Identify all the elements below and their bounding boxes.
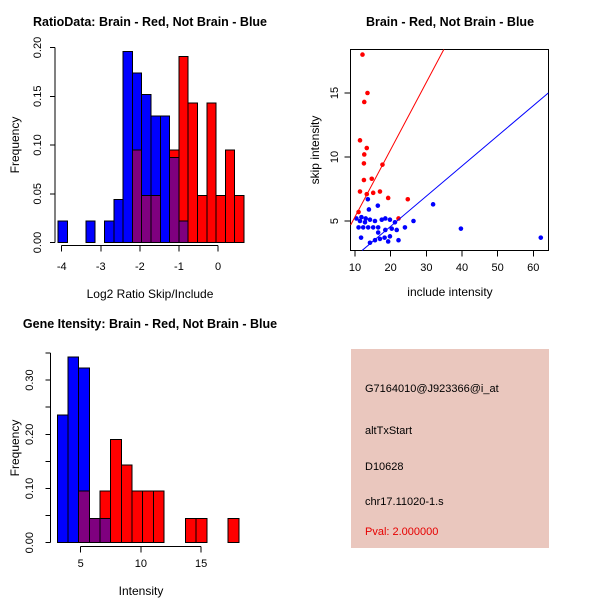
panel-gene-intensity-histogram (0, 300, 300, 600)
x-tick-label: -3 (95, 261, 106, 273)
y-tick-label: 0.30 (24, 369, 36, 391)
x-tick-label: 40 (455, 262, 469, 274)
y-tick-label: 0.15 (32, 85, 44, 107)
y-tick-label: 0.10 (32, 134, 44, 156)
x-tick-label: 30 (420, 262, 433, 274)
x-tick-label: -4 (56, 261, 67, 273)
y-tick-label: 10 (329, 150, 341, 164)
ratio-histogram-x-axis-label: Log2 Ratio Skip/Include (86, 287, 214, 301)
pval-text: Pval: 2.000000 (365, 526, 439, 538)
x-tick-label: -1 (174, 261, 184, 273)
x-tick-label: 60 (527, 262, 540, 274)
probe-id-text: G7164010@J923366@i_at (365, 383, 499, 395)
gene-histogram-y-axis-label: Frequency (8, 419, 22, 477)
y-tick-label: 0.20 (32, 36, 44, 59)
y-tick-label: 0.00 (24, 531, 36, 554)
panel-intensity-scatter (300, 0, 600, 300)
x-tick-label: 10 (348, 262, 362, 274)
splice-event-type-text: altTxStart (365, 425, 413, 437)
x-tick-label: 50 (491, 262, 504, 274)
y-tick-label: 0.20 (24, 423, 36, 446)
accession-text: D10628 (365, 461, 404, 473)
y-tick-label: 5 (329, 217, 341, 225)
x-tick-label: 5 (77, 558, 84, 570)
y-tick-label: 0.00 (32, 231, 44, 254)
gene-histogram-title: Gene Itensity: Brain - Red, Not Brain - Blue (22, 317, 278, 331)
y-tick-label: 15 (329, 86, 341, 100)
x-tick-label: -2 (134, 261, 145, 273)
ratio-histogram-y-axis-label: Frequency (8, 116, 22, 174)
panel-ratio-histogram (0, 0, 300, 300)
scatter-title: Brain - Red, Not Brain - Blue (365, 15, 535, 29)
gene-info-box (351, 349, 549, 548)
x-tick-label: 15 (194, 558, 208, 570)
x-tick-label: 20 (384, 262, 397, 274)
scatter-y-axis-label: skip intensity (308, 115, 322, 185)
ratio-histogram-title: RatioData: Brain - Red, Not Brain - Blue (32, 15, 268, 29)
y-tick-label: 0.10 (24, 477, 36, 500)
x-tick-label: 10 (134, 558, 148, 570)
scatter-x-axis-label: include intensity (407, 285, 493, 299)
x-tick-label: 0 (214, 261, 222, 273)
chromosome-location-text: chr17.11020-1.s (365, 496, 444, 508)
gene-histogram-x-axis-label: Intensity (118, 584, 164, 598)
y-tick-label: 0.05 (32, 183, 44, 205)
